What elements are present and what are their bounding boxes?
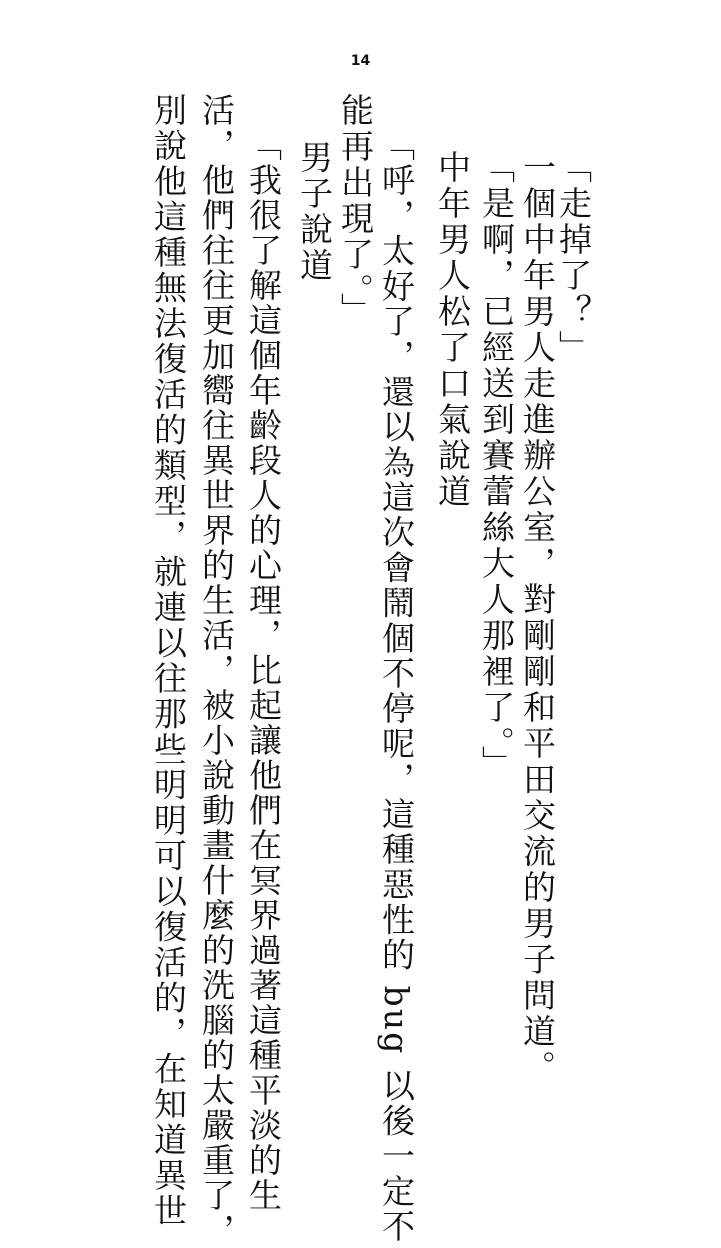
text-line-2: 一個中年男人走進辦公室，對剛剛和平田交流的男子問道。 xyxy=(518,150,557,1086)
text-line-4: 中年男人松了口氣說道 xyxy=(433,150,472,510)
text-line-8: 「我很了解這個年齡段人的心理，比起讓他們在冥界過著這種平淡的生 xyxy=(244,128,283,1213)
text-line-9: 活，他們往往更加嚮往異世界的生活，被小說動畫什麼的洗腦的太嚴重了， xyxy=(197,93,236,1248)
text-line-1: 「走掉了？」 xyxy=(554,150,593,366)
text-line-3: 「是啊，已經送到賽蕾絲大人那裡了。」 xyxy=(477,150,516,782)
text-line-10: 別說他這種無法復活的類型，就連以往那些明明可以復活的，在知道異世 xyxy=(149,93,188,1229)
text-line-6: 能再出現了。」 xyxy=(336,93,375,329)
page-number: 14 xyxy=(350,53,371,69)
text-line-5: 「呼，太好了，還以為這次會鬧個不停呢，這種惡性的 bug 以後一定不 xyxy=(377,128,416,1245)
text-line-7: 男子說道 xyxy=(295,140,334,284)
